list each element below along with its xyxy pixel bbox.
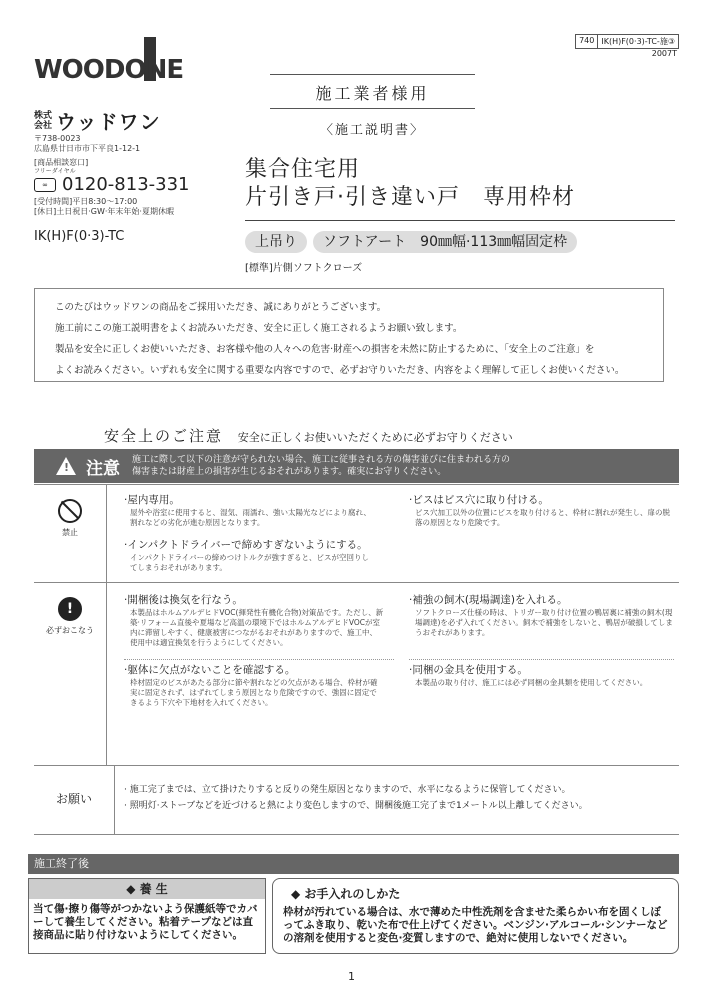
item-body: 枠材固定のビスがあたる部分に節や割れなどの欠点がある場合、枠材が確実に固定されず、はずれてしまう原因となり危険ですので、強固に固定できるよう下穴や下地材を入れてください。 <box>130 678 378 707</box>
dotted-separator <box>409 659 674 660</box>
item-heading: ·躯体に欠点がないことを確認する。 <box>124 664 296 676</box>
curing-title: ◆ 養 生 <box>29 879 265 899</box>
contact-label: [商品相談窓口] <box>34 158 89 167</box>
item-body: インパクトドライバーの締めつけトルクが強すぎると、ビスが空回りしてしまうおそれがあります。 <box>130 553 369 572</box>
must-item <box>124 665 384 708</box>
phone-number: 0120-813-331 <box>62 174 190 195</box>
caution-label-block <box>34 454 132 479</box>
prohibit-row <box>34 485 679 583</box>
prohibit-symbol <box>34 499 106 538</box>
audience-title: 施工業者様用 <box>270 74 475 109</box>
woodone-logo <box>34 35 194 85</box>
item-heading: ·インパクトドライバーで締めすぎないようにする。 <box>124 539 368 551</box>
request-row <box>34 766 679 835</box>
prohibit-label: 禁止 <box>62 528 78 537</box>
must-item <box>409 595 674 638</box>
standard-note: [標準]片側ソフトクローズ <box>245 263 363 274</box>
reception-hours: [受付時間]平日8:30～17:00 <box>34 197 138 206</box>
item-heading: ·ビスはビス穴に取り付ける。 <box>409 494 549 506</box>
must-item <box>409 665 674 688</box>
company-name: ウッドワン <box>56 110 161 134</box>
doc-code-number: 740 <box>579 36 595 45</box>
postal-code: 〒738-0023 <box>34 134 81 143</box>
item-body: ビス穴加工以外の位置にビスを取り付けると、枠材に割れが発生し、扉の脱落の原因となり危険です。 <box>415 508 670 527</box>
prohibit-item <box>124 495 374 528</box>
request-item: · 照明灯·ストーブなどを近づけると熱により変色しますので、開梱後施工完了まで1メートル以上離してください。 <box>124 801 588 811</box>
caution-label: 注意 <box>86 458 120 479</box>
caution-text-line: 傷害または財産上の損害が生じるおそれがあります。確実にお守りください。 <box>132 467 447 477</box>
model-code: IK(H)F(0·3)-TC <box>34 229 125 244</box>
intro-box <box>34 288 664 382</box>
request-item: · 施工完了までは、立て掛けたりすると反りの発生原因となりますので、水平になるように保管してください。 <box>124 785 571 795</box>
doc-date: 2007T <box>651 49 677 58</box>
care-box <box>272 878 679 954</box>
phone-block <box>34 174 190 195</box>
care-title: ◆ お手入れのしかた <box>291 887 401 901</box>
item-heading: ·同梱の金具を使用する。 <box>409 664 528 676</box>
curing-text: 当て傷·擦り傷等がつかないよう保護紙等でカバーして養生してください。粘着テープなどは直接商品に貼り付けないようにしてください。 <box>33 903 258 941</box>
pill-product: ソフトアート 90㎜幅·113㎜幅固定枠 <box>313 231 577 253</box>
main-title-line1: 集合住宅用 <box>245 157 361 182</box>
logo-text: WOODONE <box>34 55 184 85</box>
must-label: 必ずおこなう <box>46 626 94 635</box>
care-text: 枠材が汚れている場合は、水で薄めた中性洗剤を含ませた柔らかい布を固くしぼってふき取り、乾いた布で仕上げてください。ベンジン·アルコール·シンナーなどの溶剤を使用すると変色·変質しますので、絶対に使用しないでください。 <box>283 906 668 944</box>
dotted-separator <box>124 659 394 660</box>
item-body: ソフトクローズ仕様の時は、トリガー取り付け位置の鴨居裏に補強の飼木(現場調達)を必ず入れてください。飼木で補強をしないと、鴨居が破損してしまうおそれがあります。 <box>415 608 673 637</box>
doc-code-model: IK(H)F(0·3)-TC-施③ <box>597 35 678 48</box>
kabushiki-label: 株式会社 <box>34 110 53 131</box>
request-list <box>124 782 674 814</box>
intro-line: 施工前にこの施工説明書をよくお読みいただき、安全に正しく施工されるようお願い致します。 <box>55 323 463 334</box>
company-name-block <box>34 106 161 135</box>
pill-hanging: 上吊り <box>245 231 307 253</box>
item-body: 本製品の取り付け、施工には必ず同梱の金具類を使用してください。 <box>415 678 648 687</box>
caution-text-line: 施工に際して以下の注意が守られない場合、施工に従事される方の傷害並びに住まわれる方の <box>132 455 511 465</box>
item-body: 本製品はホルムアルデヒドVOC(揮発性有機化合物)対策品です。ただし、新築·リフォーム直後や夏場など高温の環境下ではホルムアルデヒドVOCが室内に滞留しやすく、健康被害につながるおそれがありますので、施工中、使用中は適宜換気を行うようにしてください。 <box>130 608 384 647</box>
prohibited-icon <box>58 499 82 523</box>
item-body: 屋外や浴室に使用すると、湿気、雨濡れ、強い太陽光などにより腐れ、割れなどの劣化が進む原因となります。 <box>130 508 371 527</box>
doc-subtitle: 〈施工説明書〉 <box>319 123 425 138</box>
main-title <box>245 156 575 212</box>
spec-pills <box>245 231 577 253</box>
request-label: お願い <box>55 792 92 806</box>
document-code <box>575 34 679 49</box>
intro-line: よくお読みください。いずれも安全に関する重要な内容ですので、必ずお守りいただき、内容をよく理解して正しくお使いください。 <box>55 365 625 376</box>
holidays: [休日]土日祝日·GW·年末年始·夏期休暇 <box>34 207 174 216</box>
must-row <box>34 583 679 766</box>
item-heading: ·開梱後は換気を行なう。 <box>124 594 243 606</box>
must-symbol <box>34 597 106 636</box>
title-divider <box>245 220 675 221</box>
safety-heading-title: 安全上のご注意 <box>104 427 224 445</box>
after-construction-bar: 施工終了後 <box>28 854 679 874</box>
warning-triangle-icon: ! <box>56 457 76 475</box>
column-divider <box>114 766 115 834</box>
must-item <box>124 595 384 648</box>
caution-bar <box>34 449 679 483</box>
free-dial-label: フリーダイヤル <box>34 168 76 175</box>
intro-line: 製品を安全に正しくお使いいただき、お客様や他の人々への危害·財産への損害を未然に防止するために、「安全上のご注意」を <box>55 344 595 355</box>
caution-text <box>132 454 510 478</box>
safety-heading-sub: 安全に正しくお使いいただくために必ずお守りください <box>237 431 513 444</box>
item-heading: ·補強の飼木(現場調達)を入れる。 <box>409 594 568 606</box>
prohibit-item <box>409 495 674 528</box>
item-heading: ·屋内専用。 <box>124 494 180 506</box>
safety-heading <box>104 425 513 446</box>
curing-box <box>28 878 266 954</box>
address-line: 広島県廿日市市下平良1-12-1 <box>34 144 141 153</box>
mandatory-icon: ! <box>58 597 82 621</box>
intro-line: このたびはウッドワンの商品をご採用いただき、誠にありがとうございます。 <box>55 302 387 313</box>
safety-table <box>34 484 679 850</box>
page-number: 1 <box>348 970 355 983</box>
free-dial-icon: ∞ <box>34 178 56 192</box>
prohibit-item <box>124 540 374 573</box>
main-title-line2: 片引き戸·引き違い戸 専用枠材 <box>245 185 575 210</box>
